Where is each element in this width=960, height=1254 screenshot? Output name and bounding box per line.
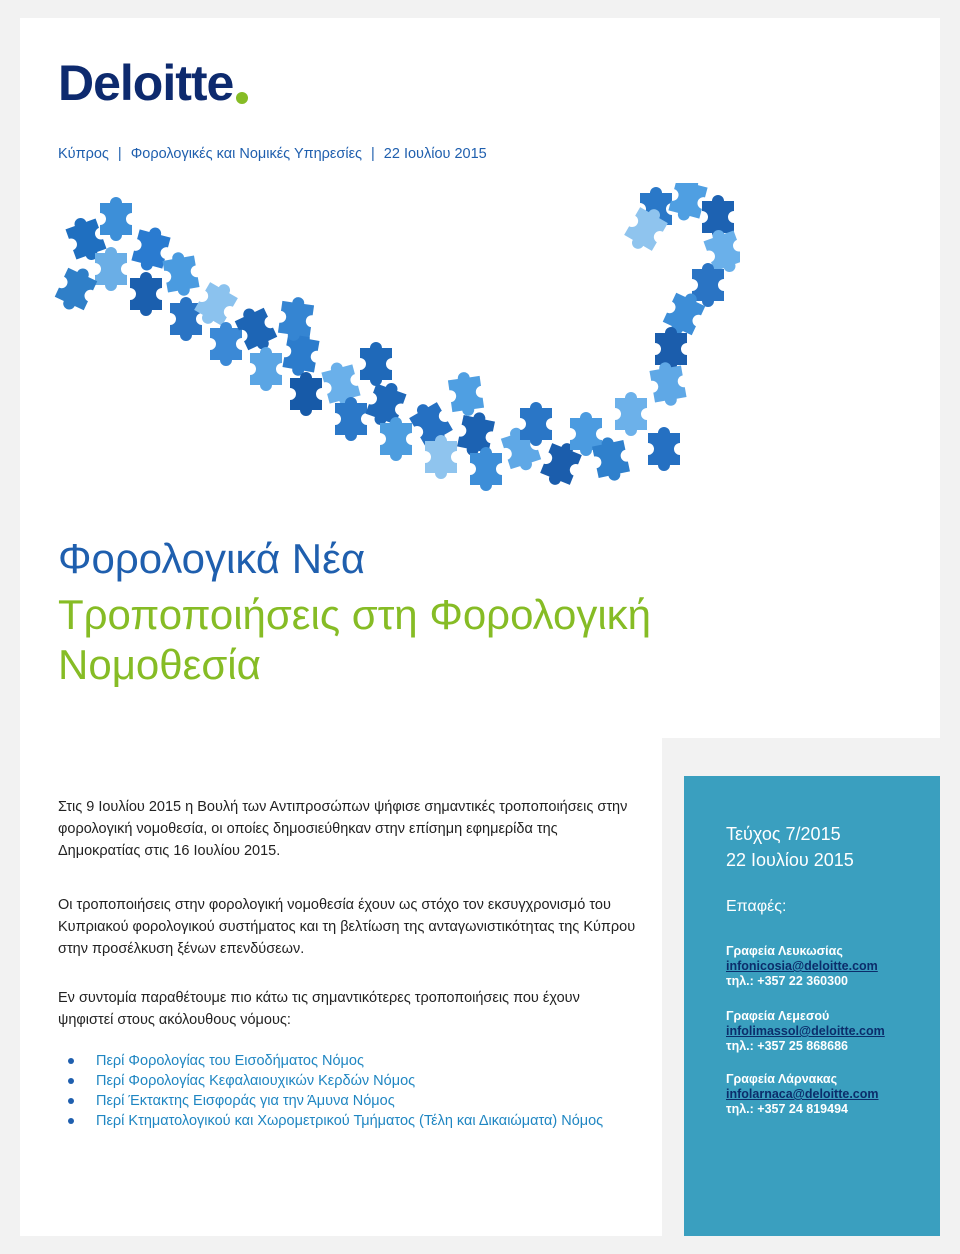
newsletter-page — [20, 18, 940, 1236]
office-limassol — [726, 1009, 926, 1054]
logo-wordmark: Deloitte — [58, 55, 234, 111]
paragraph-summary: Εν συντομία παραθέτουμε πιο κάτω τις σημαντικότερες τροποποιήσεις που έχουν ψηφιστεί στους ακόλουθους νόμους: — [58, 990, 580, 1028]
header-date: 22 Ιουλίου 2015 — [383, 146, 487, 162]
office-larnaca — [726, 1072, 926, 1117]
office-name: Γραφεία Λεμεσού — [726, 1009, 830, 1023]
office-nicosia — [726, 944, 926, 989]
paragraph-intro: Στις 9 Ιουλίου 2015 η Βουλή των Αντιπροσώπων ψήφισε σημαντικές τροποποιήσεις στην φορολογική νομοθεσία, οι οποίες δημοσιεύθηκαν στην επίσημη εφημερίδα της Δημοκρατίας στις 16 Ιουλίου 2015. — [58, 799, 628, 859]
list-item: Περί Φορολογίας Κεφαλαιουχικών Κερδών Νόμος — [58, 1071, 618, 1091]
list-item: Περί Φορολογίας του Εισοδήματος Νόμος — [58, 1051, 618, 1071]
page-subtitle: Τροποποιήσεις στη Φορολογική Νομοθεσία — [58, 591, 652, 688]
paragraph-goal: Οι τροποποιήσεις στην φορολογική νομοθεσία έχουν ως στόχο τον εκσυγχρονισμό του Κυπριακού φορολογικού συστήματος και τη βελτίωση της ανταγωνιστικότητας της Κύπρου στην προσέλκυση ξένων επενδύσεων. — [58, 897, 636, 957]
list-item: Περί Έκτακτης Εισφοράς για την Άμυνα Νόμος — [58, 1091, 618, 1111]
list-item: Περί Κτηματολογικού και Χωρομετρικού Τμήματος (Τέλη και Δικαιώματα) Νόμος — [58, 1111, 618, 1131]
issue-date: 22 Ιουλίου 2015 — [726, 850, 854, 870]
header-country: Κύπρος — [58, 146, 109, 162]
office-phone: τηλ.: +357 24 819494 — [726, 1102, 848, 1116]
puzzle-pieces-illustration — [40, 183, 740, 523]
office-phone: τηλ.: +357 22 360300 — [726, 974, 848, 988]
office-name: Γραφεία Λάρνακας — [726, 1072, 838, 1086]
page-title: Φορολογικά Νέα — [58, 535, 366, 582]
header-line — [58, 146, 487, 162]
logo-green-dot — [236, 92, 248, 104]
issue-number: Τεύχος 7/2015 — [726, 824, 841, 844]
email-link[interactable]: infolarnaca@deloitte.com — [726, 1087, 879, 1101]
laws-list — [58, 1051, 618, 1131]
header-separator: | — [371, 146, 375, 162]
issue-info — [726, 821, 854, 873]
article-body — [20, 738, 662, 1236]
content-area — [20, 738, 940, 1236]
email-link[interactable]: infolimassol@deloitte.com — [726, 1024, 885, 1038]
header-service: Φορολογικές και Νομικές Υπηρεσίες — [130, 146, 363, 162]
office-name: Γραφεία Λευκωσίας — [726, 944, 843, 958]
deloitte-logo — [58, 55, 248, 111]
contact-sidebar — [684, 776, 940, 1236]
email-link[interactable]: infonicosia@deloitte.com — [726, 959, 878, 973]
contacts-heading: Επαφές: — [726, 898, 787, 915]
puzzle-wave — [52, 197, 647, 491]
header-separator: | — [117, 146, 122, 162]
office-phone: τηλ.: +357 25 868686 — [726, 1039, 848, 1053]
